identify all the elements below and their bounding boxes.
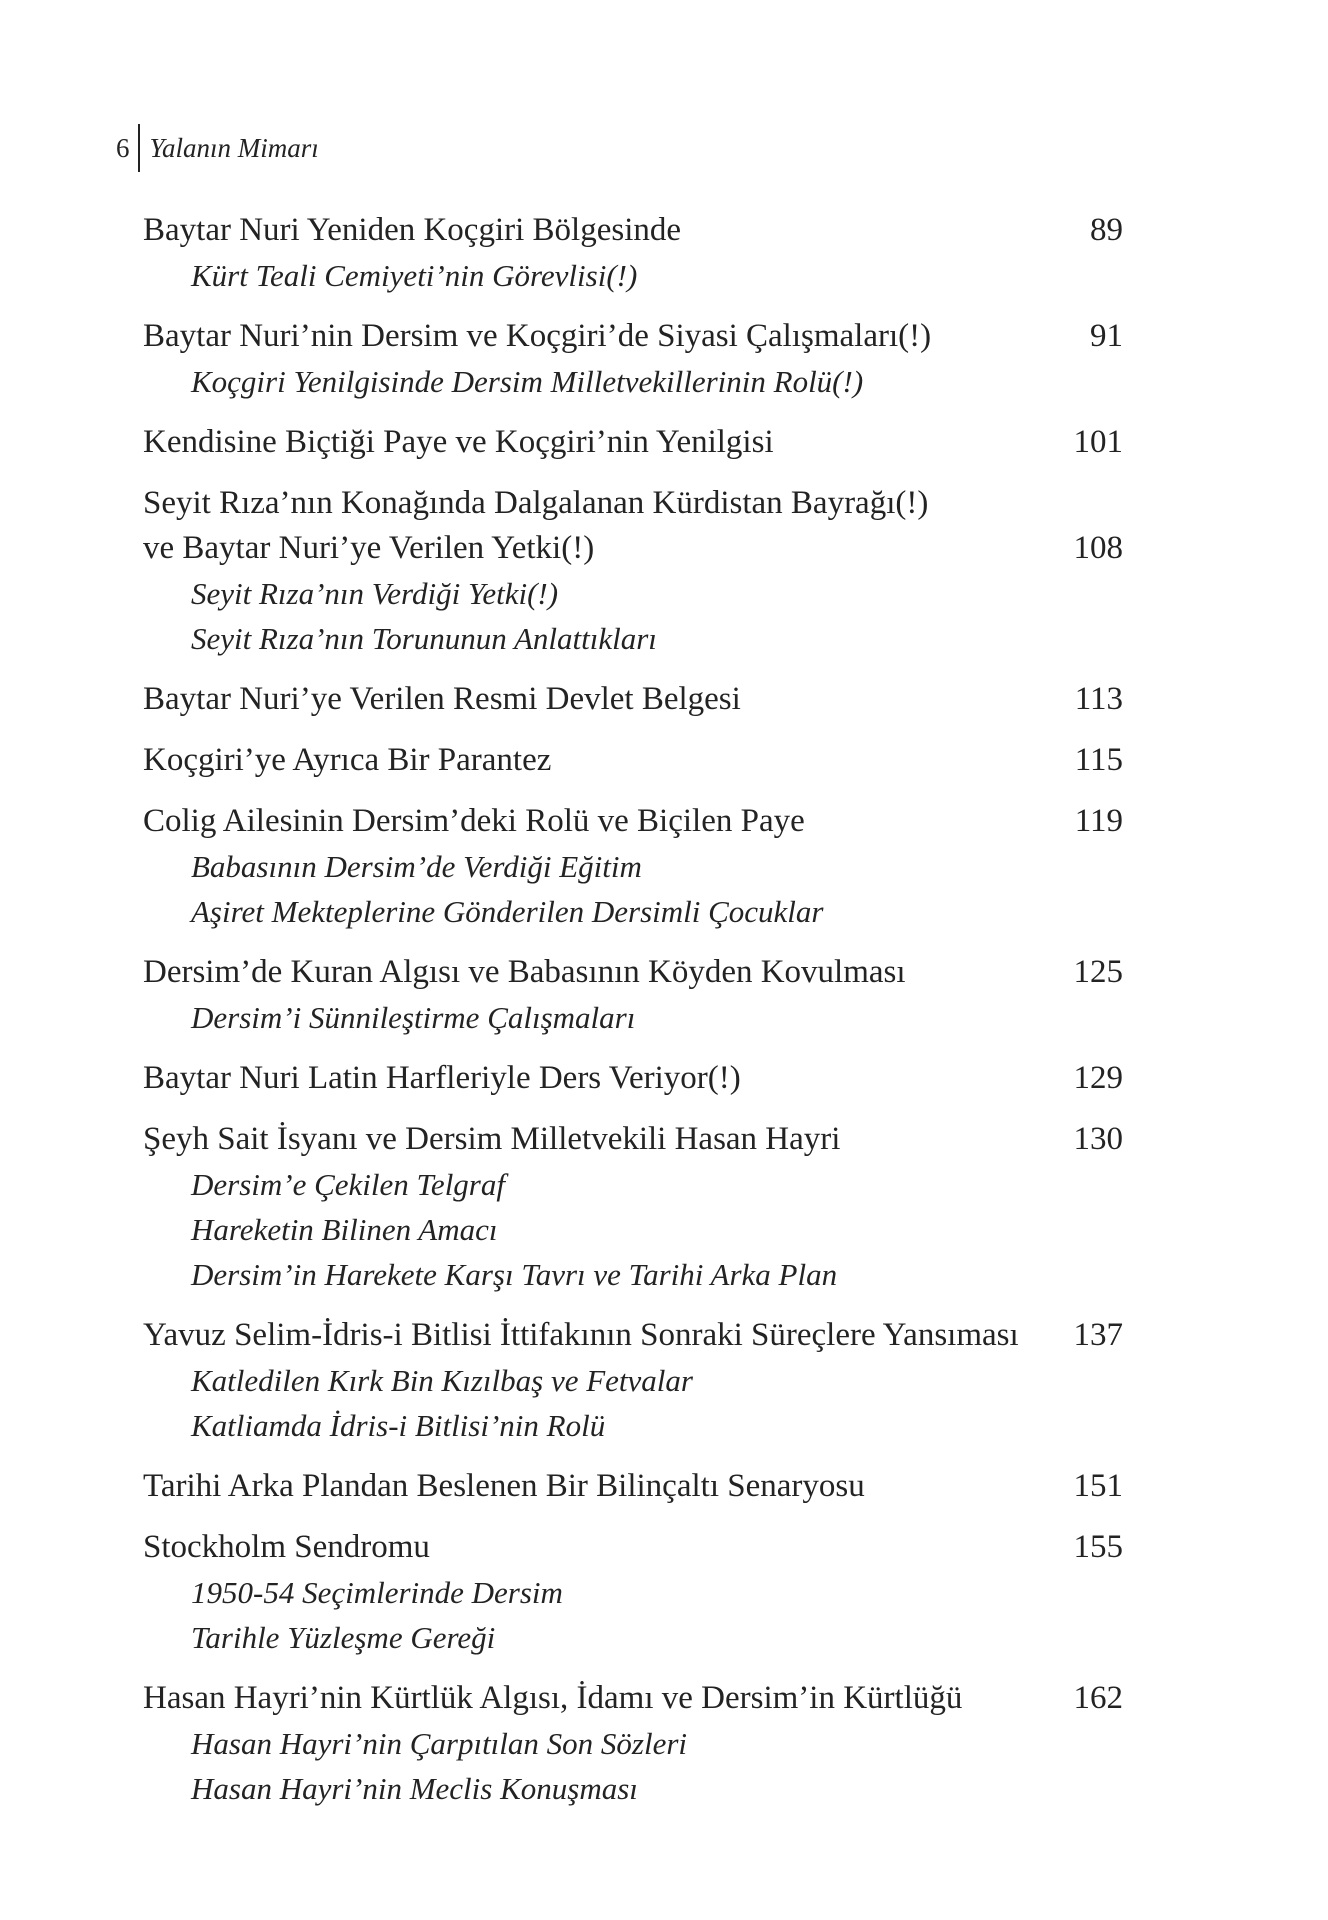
toc-page-number: 101 bbox=[1073, 424, 1123, 460]
toc-entry bbox=[143, 1525, 1123, 1660]
toc-page-number: 125 bbox=[1073, 954, 1123, 990]
toc-page-number: 137 bbox=[1073, 1317, 1123, 1353]
toc-entry-title: Stockholm Sendromu bbox=[143, 1529, 430, 1565]
toc-entry bbox=[143, 1464, 1123, 1509]
toc-entry-title: Baytar Nuri’nin Dersim ve Koçgiri’de Siyasi Çalışmaları(!) bbox=[143, 318, 932, 354]
toc-entry-title: Hasan Hayri’nin Kürtlük Algısı, İdamı ve Dersim’in Kürtlüğü bbox=[143, 1680, 963, 1716]
toc-entry bbox=[143, 1313, 1123, 1448]
toc-entry-line bbox=[143, 950, 1123, 995]
toc-entry bbox=[143, 481, 1123, 661]
toc-entry-line bbox=[143, 314, 1123, 359]
toc-entry bbox=[143, 208, 1123, 298]
toc-entry-title: Şeyh Sait İsyanı ve Dersim Milletvekili Hasan Hayri bbox=[143, 1121, 841, 1157]
toc-page-number: 130 bbox=[1073, 1121, 1123, 1157]
table-of-contents bbox=[143, 208, 1123, 1827]
toc-subentry: Babasının Dersim’de Verdiği Eğitim bbox=[191, 849, 642, 884]
toc-page-number: 155 bbox=[1073, 1529, 1123, 1565]
toc-page-number: 115 bbox=[1074, 742, 1123, 778]
toc-subentry: Dersim’in Harekete Karşı Tavrı ve Tarihi Arka Plan bbox=[191, 1257, 838, 1292]
toc-subentry: Katledilen Kırk Bin Kızılbaş ve Fetvalar bbox=[191, 1363, 693, 1398]
toc-entry-title: Dersim’de Kuran Algısı ve Babasının Köyden Kovulması bbox=[143, 954, 906, 990]
toc-entry-line bbox=[143, 420, 1123, 465]
toc-entry-line bbox=[143, 1313, 1123, 1358]
toc-page-number: 119 bbox=[1074, 803, 1123, 839]
toc-entry-title: Kendisine Biçtiği Paye ve Koçgiri’nin Yenilgisi bbox=[143, 424, 774, 460]
toc-subentry: Katliamda İdris-i Bitlisi’nin Rolü bbox=[191, 1408, 606, 1443]
book-title: Yalanın Mimarı bbox=[149, 132, 319, 163]
toc-entry-title: Yavuz Selim-İdris-i Bitlisi İttifakının Sonraki Süreçlere Yansıması bbox=[143, 1317, 1019, 1353]
toc-entry bbox=[143, 1117, 1123, 1297]
toc-entry-line bbox=[143, 738, 1123, 783]
toc-subentry: 1950-54 Seçimlerinde Dersim bbox=[191, 1575, 563, 1610]
toc-page-number: 129 bbox=[1073, 1060, 1123, 1096]
toc-entry bbox=[143, 1676, 1123, 1811]
toc-entry-line bbox=[143, 1056, 1123, 1101]
toc-entry-title: Koçgiri’ye Ayrıca Bir Parantez bbox=[143, 742, 552, 778]
toc-entry-title: Seyit Rıza’nın Konağında Dalgalanan Kürdistan Bayrağı(!) bbox=[143, 485, 929, 521]
toc-entry-line bbox=[143, 1464, 1123, 1509]
page-number: 6 bbox=[116, 132, 130, 163]
toc-entry-line bbox=[143, 677, 1123, 722]
toc-entry-title: ve Baytar Nuri’ye Verilen Yetki(!) bbox=[143, 530, 595, 566]
toc-entry-title: Baytar Nuri Latin Harfleriyle Ders Veriyor(!) bbox=[143, 1060, 741, 1096]
toc-page-number: 162 bbox=[1073, 1680, 1123, 1716]
toc-entry bbox=[143, 1056, 1123, 1101]
toc-entry-line bbox=[143, 1117, 1123, 1162]
toc-entry-line bbox=[143, 799, 1123, 844]
toc-subentry: Seyit Rıza’nın Torununun Anlattıkları bbox=[191, 621, 657, 656]
toc-entry-title: Tarihi Arka Plandan Beslenen Bir Bilinçaltı Senaryosu bbox=[143, 1468, 865, 1504]
toc-entry bbox=[143, 314, 1123, 404]
toc-subentry: Dersim’i Sünnileştirme Çalışmaları bbox=[191, 1000, 636, 1035]
toc-page-number: 89 bbox=[1090, 212, 1123, 248]
toc-subentry: Koçgiri Yenilgisinde Dersim Milletvekillerinin Rolü(!) bbox=[191, 364, 864, 399]
toc-entry bbox=[143, 738, 1123, 783]
toc-entry-line bbox=[143, 1525, 1123, 1570]
toc-entry-line bbox=[143, 526, 1123, 571]
running-head bbox=[116, 124, 319, 172]
toc-entry-line bbox=[143, 208, 1123, 253]
toc-entry bbox=[143, 799, 1123, 934]
toc-subentry: Hareketin Bilinen Amacı bbox=[191, 1212, 498, 1247]
toc-page-number: 91 bbox=[1090, 318, 1123, 354]
toc-subentry: Kürt Teali Cemiyeti’nin Görevlisi(!) bbox=[191, 258, 638, 293]
toc-entry-line bbox=[143, 1676, 1123, 1721]
toc-page-number: 113 bbox=[1074, 681, 1123, 717]
toc-entry bbox=[143, 420, 1123, 465]
toc-entry bbox=[143, 677, 1123, 722]
toc-entry-line bbox=[143, 481, 1123, 526]
toc-entry-title: Colig Ailesinin Dersim’deki Rolü ve Biçilen Paye bbox=[143, 803, 805, 839]
toc-subentry: Seyit Rıza’nın Verdiği Yetki(!) bbox=[191, 576, 559, 611]
toc-page-number: 151 bbox=[1073, 1468, 1123, 1504]
toc-entry-title: Baytar Nuri Yeniden Koçgiri Bölgesinde bbox=[143, 212, 682, 248]
toc-subentry: Hasan Hayri’nin Meclis Konuşması bbox=[191, 1771, 638, 1806]
toc-subentry: Tarihle Yüzleşme Gereği bbox=[191, 1620, 496, 1655]
toc-subentry: Dersim’e Çekilen Telgraf bbox=[191, 1167, 505, 1202]
toc-subentry: Hasan Hayri’nin Çarpıtılan Son Sözleri bbox=[191, 1726, 688, 1761]
toc-page-number: 108 bbox=[1073, 530, 1123, 566]
toc-entry bbox=[143, 950, 1123, 1040]
toc-entry-title: Baytar Nuri’ye Verilen Resmi Devlet Belgesi bbox=[143, 681, 741, 717]
toc-subentry: Aşiret Mekteplerine Gönderilen Dersimli Çocuklar bbox=[191, 894, 824, 929]
